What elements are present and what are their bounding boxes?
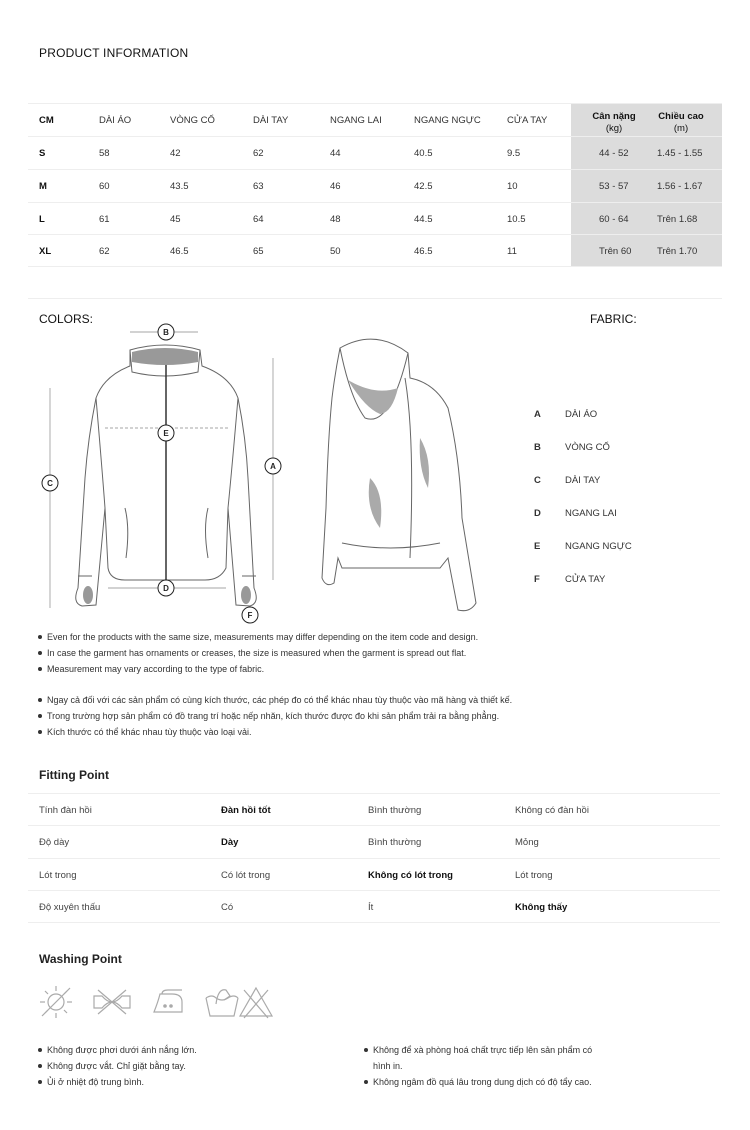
size-label: S [39,148,46,159]
fitting-option: Có [221,902,234,913]
value-cell: 63 [253,181,264,192]
legend-label: CỬA TAY [565,574,606,585]
height-header-label: Chiều cao [658,111,704,122]
size-row-m [28,169,722,202]
marker-c: C [47,479,53,488]
header-cm: CM [39,115,54,126]
fitting-label: Độ dày [39,837,70,848]
legend-item [534,508,694,522]
marker-a: A [270,462,276,471]
fitting-option: Bình thường [368,805,422,816]
washing-notes-left [38,1042,197,1090]
note-item: Không được phơi dưới ánh nắng lớn. [38,1042,197,1058]
fabric-label: FABRIC: [590,312,637,326]
size-row-l [28,202,722,235]
section-divider [28,298,722,299]
legend-letter: A [534,409,541,420]
header-vong-co: VÒNG CỔ [170,115,215,126]
value-cell: 45 [170,214,181,225]
size-row-xl [28,234,722,267]
legend-letter: F [534,574,540,585]
legend-label: NGANG NGỰC [565,541,632,552]
header-cua-tay: CỬA TAY [507,115,548,126]
notes-vietnamese [38,692,512,740]
legend-item [534,574,694,588]
size-table-header-row [28,103,722,136]
value-cell: 44 [330,148,341,159]
fitting-option: Lót trong [515,870,553,881]
marker-d: D [163,584,169,593]
fitting-row-lining [28,858,720,891]
jacket-illustration [30,318,500,628]
note-item: Ủi ở nhiệt độ trung bình. [38,1074,197,1090]
value-cell: 46 [330,181,341,192]
weight-header-unit: (kg) [605,123,623,134]
legend-item [534,442,694,456]
value-cell: 61 [99,214,110,225]
marker-b: B [163,328,169,337]
weight-cell: 60 - 64 [599,214,629,225]
notes-english [38,629,478,677]
note-item: Kích thước có thể khác nhau tùy thuộc vào loại vải. [38,724,512,740]
height-cell: Trên 1.70 [657,246,698,257]
value-cell: 60 [99,181,110,192]
weight-cell: 53 - 57 [599,181,629,192]
weight-cell: Trên 60 [599,246,632,257]
legend-letter: D [534,508,541,519]
note-item: In case the garment has ornaments or creases, the size is measured when the garment is spread out flat. [38,645,478,661]
fitting-option: Ít [368,902,374,913]
value-cell: 10.5 [507,214,526,225]
note-item: Trong trường hợp sản phẩm có đồ trang trí hoặc nếp nhăn, kích thước được đo khi sản phẩm trải ra bằng phẳng. [38,708,512,724]
fitting-label: Tính đàn hồi [39,805,92,816]
no-sun-dry-icon [36,982,76,1022]
value-cell: 46.5 [414,246,433,257]
note-item: Ngay cả đối với các sản phẩm có cùng kích thước, các phép đo có thể khác nhau tùy thuộc vào mã hàng và thiết kế. [38,692,512,708]
header-dai-ao: DÀI ÁO [99,115,132,126]
fitting-option: Không có đàn hồi [515,805,589,816]
note-item: Không để xà phòng hoá chất trực tiếp lên sản phẩm có hình in. [364,1042,604,1074]
size-row-s [28,136,722,169]
legend-item [534,541,694,555]
value-cell: 44.5 [414,214,433,225]
size-label: L [39,214,45,225]
height-cell: Trên 1.68 [657,214,698,225]
weight-cell: 44 - 52 [599,148,629,159]
fitting-option-selected: Không thấy [515,902,568,913]
fitting-point-title: Fitting Point [39,768,109,782]
height-cell: 1.56 - 1.67 [657,181,703,192]
marker-f: F [247,611,253,620]
no-wring-icon [92,982,132,1022]
value-cell: 43.5 [170,181,189,192]
size-label: M [39,181,47,192]
legend-label: VÒNG CỔ [565,442,610,453]
value-cell: 10 [507,181,518,192]
value-cell: 11 [507,246,517,257]
legend-letter: C [534,475,541,486]
product-info-title: PRODUCT INFORMATION [39,46,189,60]
jacket-measurement-diagram [30,318,500,628]
fitting-row-elasticity [28,793,720,826]
note-item: Measurement may vary according to the type of fabric. [38,661,478,677]
value-cell: 62 [253,148,264,159]
no-bleach-icon [236,982,276,1022]
header-dai-tay: DÀI TAY [253,115,289,126]
fitting-option: Bình thường [368,837,422,848]
fitting-option-selected: Không có lót trong [368,870,453,881]
fitting-option: Có lót trong [221,870,271,881]
fitting-label: Độ xuyên thấu [39,902,101,913]
note-item: Không được vắt. Chỉ giặt bằng tay. [38,1058,197,1074]
fitting-label: Lót trong [39,870,77,881]
legend-letter: B [534,442,541,453]
note-item: Even for the products with the same size, measurements may differ depending on the item code and design. [38,629,478,645]
header-ngang-lai: NGANG LAI [330,115,382,126]
legend-label: DÀI TAY [565,475,601,486]
value-cell: 42.5 [414,181,433,192]
value-cell: 62 [99,246,110,257]
value-cell: 50 [330,246,341,257]
washing-icons [36,982,276,1022]
value-cell: 64 [253,214,264,225]
weight-header-label: Cân nặng [592,111,636,122]
marker-e: E [163,429,169,438]
value-cell: 46.5 [170,246,189,257]
fitting-option-selected: Đàn hồi tốt [221,805,271,816]
header-ngang-nguc: NGANG NGỰC [414,115,481,126]
note-item: Không ngâm đồ quá lâu trong dung dịch có độ tẩy cao. [364,1074,604,1090]
fitting-option-selected: Dày [221,837,239,848]
value-cell: 48 [330,214,341,225]
colors-label: COLORS: [39,312,94,326]
fitting-row-transparency [28,890,720,923]
iron-medium-icon [148,982,188,1022]
height-cell: 1.45 - 1.55 [657,148,703,159]
value-cell: 65 [253,246,264,257]
value-cell: 9.5 [507,148,521,159]
legend-label: NGANG LAI [565,508,617,519]
value-cell: 40.5 [414,148,433,159]
value-cell: 42 [170,148,181,159]
legend-label: DÀI ÁO [565,409,598,420]
height-header-unit: (m) [673,123,689,134]
legend-item [534,475,694,489]
fitting-row-thickness [28,825,720,858]
value-cell: 58 [99,148,110,159]
size-label: XL [39,246,52,257]
legend-letter: E [534,541,541,552]
legend-item [534,409,694,423]
washing-notes-right [364,1042,604,1090]
size-table [28,103,722,267]
washing-point-title: Washing Point [39,952,122,966]
fitting-option: Mỏng [515,837,539,848]
